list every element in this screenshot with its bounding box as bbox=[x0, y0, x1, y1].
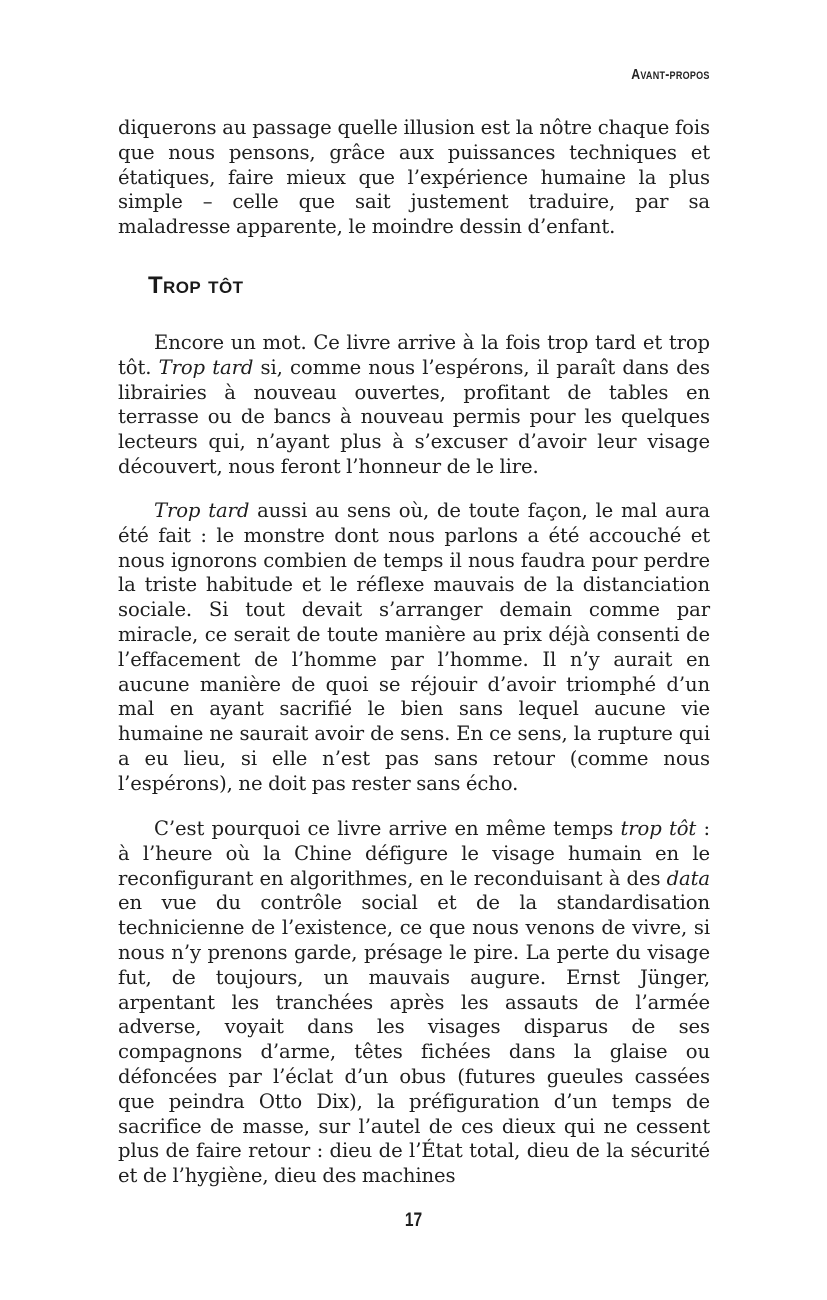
paragraph-continuation bbox=[118, 116, 710, 240]
paragraph-2-emphasis: Trop tard bbox=[158, 355, 254, 379]
paragraph-4-emphasis-1: trop tôt bbox=[620, 817, 697, 840]
paragraph-4-part1: C’est pourquoi ce livre arrive en même temps bbox=[154, 817, 621, 840]
paragraph-2-part2: si, comme nous l’espérons, il paraît dans des librairies à nouveau ouvertes, profitant de tables en terrasse ou de bancs à nouveau permis pour les quelques lecteurs qui, n’ayant plus à s’excuser d’avoir leur visage découvert, nous feront l’honneur de le lire. bbox=[118, 355, 710, 478]
section-heading: Trop tôt bbox=[148, 272, 244, 299]
running-head: Avant-propos bbox=[631, 66, 710, 83]
paragraph-1-text: diquerons au passage quelle illusion est la nôtre chaque fois que nous pensons, grâce aux puissances techniques et étatiques, faire mieux que l’expérience humaine la plus simple – celle que sait justement traduire, par sa maladresse apparente, le moindre dessin d’enfant. bbox=[118, 116, 710, 239]
paragraph-3-part1: aussi au sens où, de toute façon, le mal aura été fait : le monstre dont nous parlons a été accouché et nous ignorons combien de temps il nous faudra pour perdre la triste habitude et le réflexe mauvais de la distanciation sociale. Si tout devait s’arranger demain comme par miracle, ce serait de toute manière au prix déjà consenti de l’effacement de l’homme par l’homme. Il n’y aurait en aucune manière de quoi se réjouir d’avoir triomphé d’un mal en ayant sacrifié le bien sans lequel aucune vie humaine ne saurait avoir de sens. En ce sens, la rupture qui a eu lieu, si elle n’est pas sans retour (comme nous l’espérons), ne doit pas rester sans écho. bbox=[118, 499, 710, 795]
paragraph-3-text bbox=[118, 499, 710, 797]
paragraph-4 bbox=[118, 817, 710, 1189]
paragraph-2-text bbox=[118, 331, 710, 480]
paragraph-4-emphasis-2: data bbox=[666, 866, 710, 890]
paragraph-4-part2: : à l’heure où la Chine défigure le visage humain en le reconfigurant en algorithmes, en le reconduisant à des bbox=[118, 817, 710, 890]
paragraph-3 bbox=[118, 499, 710, 797]
paragraph-2 bbox=[118, 331, 710, 480]
paragraph-4-text bbox=[118, 817, 710, 1189]
page-number: 17 bbox=[404, 1210, 423, 1231]
paragraph-3-emphasis: Trop tard bbox=[154, 499, 250, 522]
paragraph-4-part3: en vue du contrôle social et de la standardisation technicienne de l’existence, ce que nous venons de vivre, si nous n’y prenons garde, présage le pire. La perte du visage fut, de toujours, un mauvais augure. Ernst Jünger, arpentant les tranchées après les assauts de l’armée adverse, voyait dans les visages disparus de ses compagnons d’arme, têtes fichées dans la glaise ou défoncées par l’éclat d’un obus (futures gueules cassées que peindra Otto Dix), la préfiguration d’un temps de sacrifice de masse, sur l’autel de ces dieux qui ne cessent plus de faire retour : dieu de l’État total, dieu de la sécurité et de l’hygiène, dieu des machines bbox=[118, 891, 710, 1188]
paragraph-2-part1: Encore un mot. Ce livre arrive à la fois trop tard et trop tôt. bbox=[118, 331, 710, 379]
